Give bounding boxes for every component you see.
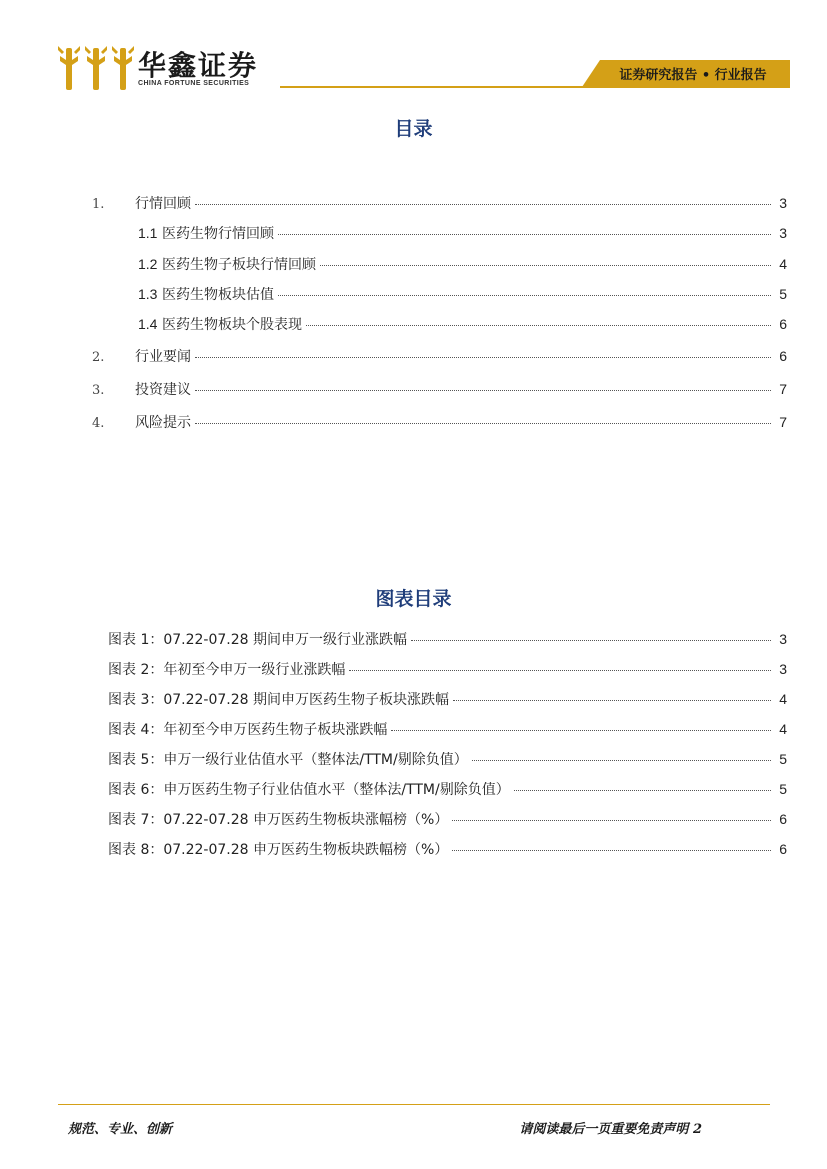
toc-entry[interactable] [92,412,787,432]
toc-entry-number: 4. [92,416,105,431]
figure-entry-page: 4 [779,691,787,707]
toc-leader-dots [195,390,771,391]
toc-entry-number: 1.4 [138,316,158,332]
figure-entry-label: 图表 1：07.22-07.28 期间申万一级行业涨跌幅 [108,632,408,648]
figure-entry[interactable] [108,749,787,769]
figure-entry-label: 图表 6：申万医药生物子行业估值水平（整体法/TTM/剔除负值） [108,782,510,798]
logo-chinese-name: 华鑫证券 [138,49,259,82]
figure-entry[interactable] [108,779,787,799]
toc-entry-label: 风险提示 [135,415,191,431]
toc-entry-page: 6 [779,316,787,332]
toc-leader-dots [349,670,771,671]
figure-entry-page: 5 [779,781,787,797]
toc-entry-page: 6 [779,348,787,364]
toc-leader-dots [452,850,771,851]
toc-entry-number: 1.3 [138,286,158,302]
toc-leader-dots [278,234,771,235]
toc-entry-label: 医药生物板块估值 [162,287,274,303]
company-logo-icon [58,42,134,92]
toc-leader-dots [472,760,771,761]
toc-entry[interactable] [138,284,787,304]
figure-entry[interactable] [108,629,787,649]
figure-entry-label: 图表 7：07.22-07.28 申万医药生物板块涨幅榜（%） [108,812,449,828]
toc-entry[interactable] [138,254,787,274]
toc-entry-page: 7 [779,414,787,430]
footer-disclaimer-page: 请阅读最后一页重要免责声明 2 [519,1122,702,1137]
toc-leader-dots [278,295,771,296]
figure-entry-page: 4 [779,721,787,737]
figures-title: 图表目录 [375,588,452,610]
toc-entry-label: 行业要闻 [135,349,191,365]
toc-entry-page: 5 [779,286,787,302]
toc-entry-label: 医药生物板块个股表现 [162,317,302,333]
toc-leader-dots [514,790,771,791]
figure-entry-label: 图表 2：年初至今申万一级行业涨跌幅 [108,662,346,678]
toc-leader-dots [391,730,771,731]
toc-entry-label: 行情回顾 [135,196,191,212]
toc-leader-dots [306,325,771,326]
logo-english-name: CHINA FORTUNE SECURITIES [138,80,250,87]
toc-entry-label: 医药生物行情回顾 [162,226,274,242]
figure-entry[interactable] [108,689,787,709]
figure-entry[interactable] [108,839,787,859]
toc-entry-number: 1. [92,197,105,212]
figure-entry-page: 3 [779,631,787,647]
toc-entry[interactable] [92,346,787,366]
footer-slogan: 规范、专业、创新 [68,1122,173,1137]
toc-leader-dots [320,265,771,266]
toc-entry-page: 3 [779,195,787,211]
toc-entry-number: 2. [92,350,105,365]
toc-entry-page: 4 [779,256,787,272]
toc-entry[interactable] [138,223,787,243]
toc-entry-page: 7 [779,381,787,397]
toc-leader-dots [195,423,771,424]
figure-entry-label: 图表 4：年初至今申万医药生物子板块涨跌幅 [108,722,388,738]
toc-entry-page: 3 [779,225,787,241]
toc-entry-number: 1.1 [138,225,158,241]
toc-entry[interactable] [92,193,787,213]
toc-leader-dots [195,204,771,205]
figure-entry[interactable] [108,719,787,739]
figure-entry[interactable] [108,809,787,829]
toc-entry-label: 投资建议 [135,382,191,398]
toc-leader-dots [195,357,771,358]
figure-entry-label: 图表 5：申万一级行业估值水平（整体法/TTM/剔除负值） [108,752,468,768]
figure-entry-label: 图表 3：07.22-07.28 期间申万医药生物子板块涨跌幅 [108,692,450,708]
toc-title: 目录 [394,118,433,140]
toc-entry-label: 医药生物子板块行情回顾 [162,257,316,273]
report-tag-text: 证券研究报告 • 行业报告 [619,68,767,83]
toc-entry-number: 3. [92,383,105,398]
toc-leader-dots [452,820,771,821]
figure-entry-label: 图表 8：07.22-07.28 申万医药生物板块跌幅榜（%） [108,842,449,858]
footer-divider [58,1104,770,1105]
figure-entry[interactable] [108,659,787,679]
figure-entry-page: 5 [779,751,787,767]
toc-entry-number: 1.2 [138,256,158,272]
figure-entry-page: 6 [779,811,787,827]
figure-entry-page: 3 [779,661,787,677]
toc-leader-dots [411,640,771,641]
toc-entry[interactable] [92,379,787,399]
toc-leader-dots [453,700,771,701]
toc-entry[interactable] [138,314,787,334]
figure-entry-page: 6 [779,841,787,857]
